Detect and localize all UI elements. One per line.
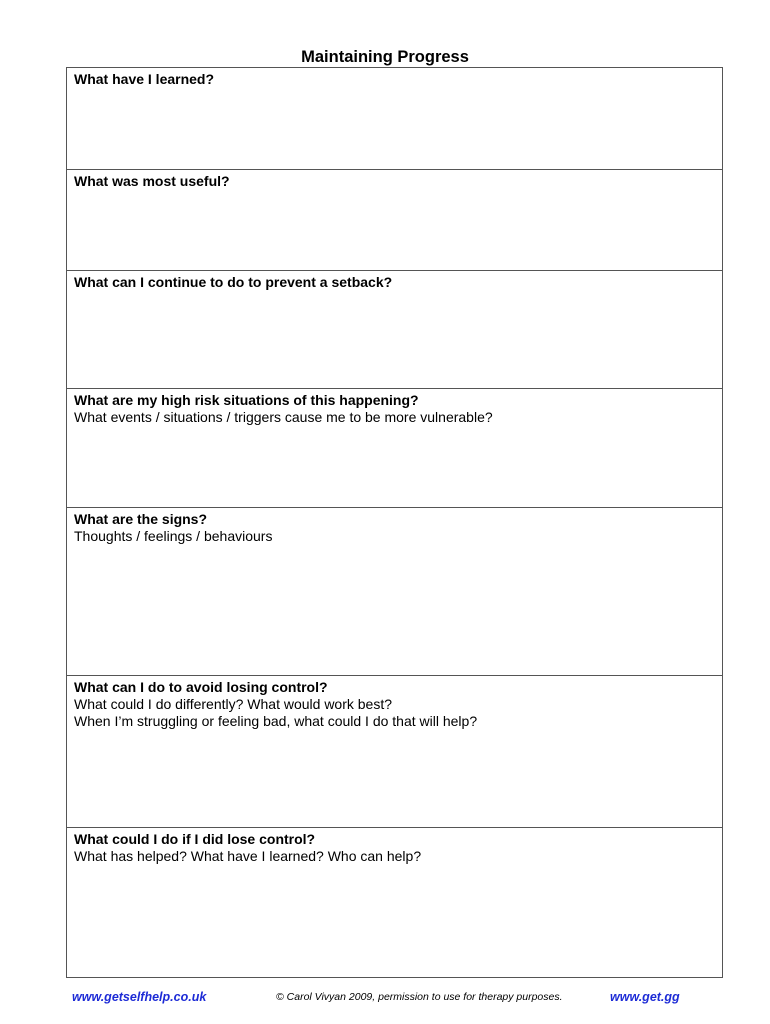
section-prompt: Thoughts / feelings / behaviours	[74, 528, 273, 544]
section-did-lose-control	[67, 828, 722, 977]
section-prevent-setback	[67, 271, 722, 389]
footer-link-getgg[interactable]: www.get.gg	[610, 990, 680, 1004]
section-prompt: What has helped? What have I learned? Who can help?	[74, 848, 422, 864]
answer-area-what-learned[interactable]	[67, 68, 722, 169]
section-heading: What could I do if I did lose control?	[74, 831, 316, 847]
section-prompt: When I’m struggling or feeling bad, what could I do that will help?	[74, 713, 478, 729]
section-heading: What can I continue to do to prevent a setback?	[74, 274, 393, 290]
page-title: Maintaining Progress	[301, 48, 469, 66]
section-heading: What are the signs?	[74, 511, 208, 527]
footer-copyright: © Carol Vivyan 2009, permission to use for therapy purposes.	[276, 991, 563, 1003]
footer-link-getselfhelp[interactable]: www.getselfhelp.co.uk	[72, 990, 207, 1004]
section-most-useful	[67, 170, 722, 271]
section-avoid-losing-control	[67, 676, 722, 828]
answer-area-prevent-setback[interactable]	[67, 271, 722, 388]
section-prompt: What events / situations / triggers cause me to be more vulnerable?	[74, 409, 493, 425]
section-signs	[67, 508, 722, 676]
worksheet-table	[66, 67, 723, 978]
answer-area-high-risk[interactable]	[67, 389, 722, 507]
answer-area-did-lose-control[interactable]	[67, 828, 722, 977]
answer-area-signs[interactable]	[67, 508, 722, 675]
section-heading: What was most useful?	[74, 173, 230, 189]
section-heading: What have I learned?	[74, 71, 215, 87]
section-prompt: What could I do differently? What would work best?	[74, 696, 393, 712]
answer-area-most-useful[interactable]	[67, 170, 722, 270]
section-heading: What are my high risk situations of this happening?	[74, 392, 419, 408]
answer-area-avoid-losing-control[interactable]	[67, 676, 722, 827]
section-heading: What can I do to avoid losing control?	[74, 679, 328, 695]
section-what-learned	[67, 68, 722, 170]
section-high-risk	[67, 389, 722, 508]
